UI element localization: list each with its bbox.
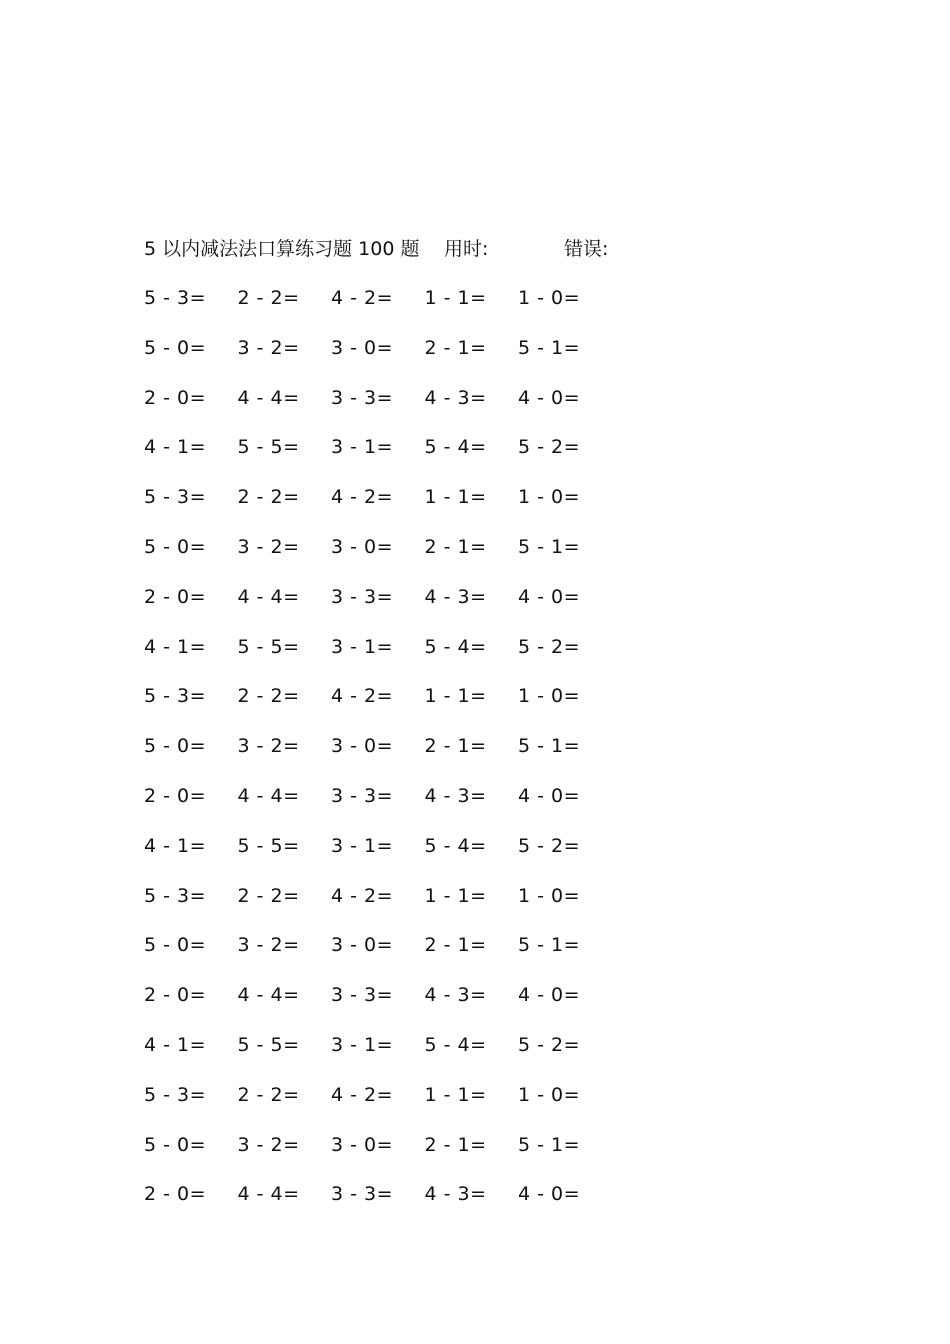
subtraction-problem: 2 - 0= <box>144 585 207 608</box>
subtraction-problem: 5 - 3= <box>144 685 207 708</box>
subtraction-problem: 5 - 4= <box>424 834 487 857</box>
subtraction-problem: 3 - 0= <box>331 735 394 758</box>
subtraction-problem: 2 - 0= <box>144 984 207 1007</box>
subtraction-problem: 1 - 0= <box>518 287 581 309</box>
subtraction-problem: 1 - 1= <box>424 486 487 509</box>
subtraction-problem: 5 - 4= <box>424 1033 487 1056</box>
subtraction-problem: 1 - 0= <box>518 685 581 708</box>
subtraction-problem: 5 - 5= <box>237 834 300 857</box>
subtraction-problem: 2 - 2= <box>237 1083 300 1106</box>
subtraction-problem: 4 - 1= <box>144 436 207 459</box>
subtraction-problem: 5 - 1= <box>518 1133 581 1156</box>
subtraction-problem: 4 - 2= <box>331 685 394 708</box>
time-used-label: 用时: <box>444 238 489 260</box>
subtraction-problem: 5 - 0= <box>144 1133 207 1156</box>
subtraction-problem: 3 - 0= <box>331 535 394 558</box>
subtraction-problem: 5 - 3= <box>144 486 207 509</box>
errors-label: 错误: <box>564 238 609 260</box>
subtraction-problem: 5 - 0= <box>144 535 207 558</box>
subtraction-problem: 4 - 1= <box>144 1033 207 1056</box>
subtraction-problem: 3 - 1= <box>331 834 394 857</box>
subtraction-problem: 5 - 3= <box>144 287 207 309</box>
subtraction-problem: 5 - 3= <box>144 1083 207 1106</box>
subtraction-problem: 5 - 1= <box>518 934 581 957</box>
subtraction-problem: 4 - 1= <box>144 635 207 658</box>
subtraction-problem: 3 - 2= <box>237 1133 300 1156</box>
subtraction-problem: 3 - 0= <box>331 934 394 957</box>
subtraction-problem: 1 - 0= <box>518 1083 581 1106</box>
subtraction-problem: 2 - 0= <box>144 1183 207 1206</box>
subtraction-problem: 2 - 1= <box>424 934 487 957</box>
subtraction-problem: 4 - 4= <box>237 585 300 608</box>
subtraction-problem: 5 - 5= <box>237 635 300 658</box>
subtraction-problem: 5 - 1= <box>518 535 581 558</box>
subtraction-problem: 5 - 2= <box>518 834 581 857</box>
subtraction-problem: 4 - 0= <box>518 386 581 409</box>
subtraction-problem: 4 - 2= <box>331 287 394 309</box>
subtraction-problem: 5 - 5= <box>237 1033 300 1056</box>
subtraction-problem: 3 - 3= <box>331 784 394 807</box>
subtraction-problem: 4 - 3= <box>424 784 487 807</box>
subtraction-problem: 3 - 0= <box>331 336 394 359</box>
subtraction-problem: 3 - 0= <box>331 1133 394 1156</box>
subtraction-problem: 4 - 0= <box>518 1183 581 1206</box>
subtraction-problem: 4 - 3= <box>424 386 487 409</box>
subtraction-problem: 4 - 4= <box>237 784 300 807</box>
subtraction-problem: 3 - 2= <box>237 934 300 957</box>
subtraction-problem: 1 - 1= <box>424 685 487 708</box>
subtraction-problem: 4 - 2= <box>331 486 394 509</box>
subtraction-problem: 3 - 1= <box>331 1033 394 1056</box>
subtraction-problem: 4 - 2= <box>331 1083 394 1106</box>
subtraction-problem: 2 - 0= <box>144 386 207 409</box>
subtraction-problem: 4 - 3= <box>424 984 487 1007</box>
subtraction-problem: 1 - 0= <box>518 884 581 907</box>
subtraction-problem: 5 - 0= <box>144 735 207 758</box>
subtraction-problem: 5 - 2= <box>518 1033 581 1056</box>
subtraction-problem: 5 - 0= <box>144 934 207 957</box>
subtraction-problem: 3 - 2= <box>237 735 300 758</box>
subtraction-problem: 4 - 4= <box>237 386 300 409</box>
subtraction-problem: 5 - 2= <box>518 635 581 658</box>
subtraction-problem: 1 - 1= <box>424 1083 487 1106</box>
subtraction-problem: 4 - 3= <box>424 585 487 608</box>
subtraction-problem: 3 - 1= <box>331 635 394 658</box>
subtraction-problem: 3 - 3= <box>331 386 394 409</box>
subtraction-problem: 1 - 0= <box>518 486 581 509</box>
subtraction-problem: 5 - 5= <box>237 436 300 459</box>
subtraction-problem: 3 - 3= <box>331 984 394 1007</box>
subtraction-problem: 3 - 1= <box>331 436 394 459</box>
subtraction-problem: 5 - 4= <box>424 436 487 459</box>
subtraction-problem: 2 - 1= <box>424 535 487 558</box>
subtraction-problem: 5 - 3= <box>144 884 207 907</box>
subtraction-problem: 3 - 2= <box>237 336 300 359</box>
subtraction-problem: 5 - 4= <box>424 635 487 658</box>
subtraction-problem: 2 - 2= <box>237 287 300 309</box>
subtraction-problem: 4 - 1= <box>144 834 207 857</box>
subtraction-problem: 4 - 2= <box>331 884 394 907</box>
subtraction-problem: 1 - 1= <box>424 287 487 309</box>
subtraction-problem: 3 - 3= <box>331 1183 394 1206</box>
subtraction-problem: 1 - 1= <box>424 884 487 907</box>
subtraction-problem: 5 - 2= <box>518 436 581 459</box>
subtraction-problem: 4 - 4= <box>237 1183 300 1206</box>
subtraction-problem: 2 - 1= <box>424 336 487 359</box>
subtraction-problem: 5 - 0= <box>144 336 207 359</box>
subtraction-problem: 2 - 2= <box>237 884 300 907</box>
subtraction-problem: 4 - 3= <box>424 1183 487 1206</box>
subtraction-problem: 4 - 0= <box>518 585 581 608</box>
subtraction-problem: 2 - 1= <box>424 1133 487 1156</box>
subtraction-problem: 3 - 3= <box>331 585 394 608</box>
subtraction-problem: 5 - 1= <box>518 336 581 359</box>
subtraction-problem: 4 - 0= <box>518 784 581 807</box>
subtraction-problem: 2 - 2= <box>237 685 300 708</box>
subtraction-problem: 5 - 1= <box>518 735 581 758</box>
worksheet-title: 5 以内减法法口算练习题 100 题 <box>144 238 420 260</box>
worksheet-header <box>144 236 609 262</box>
subtraction-problem: 4 - 0= <box>518 984 581 1007</box>
subtraction-problem: 2 - 2= <box>237 486 300 509</box>
subtraction-problem: 2 - 0= <box>144 784 207 807</box>
subtraction-problem: 4 - 4= <box>237 984 300 1007</box>
subtraction-problem: 3 - 2= <box>237 535 300 558</box>
subtraction-problem: 2 - 1= <box>424 735 487 758</box>
